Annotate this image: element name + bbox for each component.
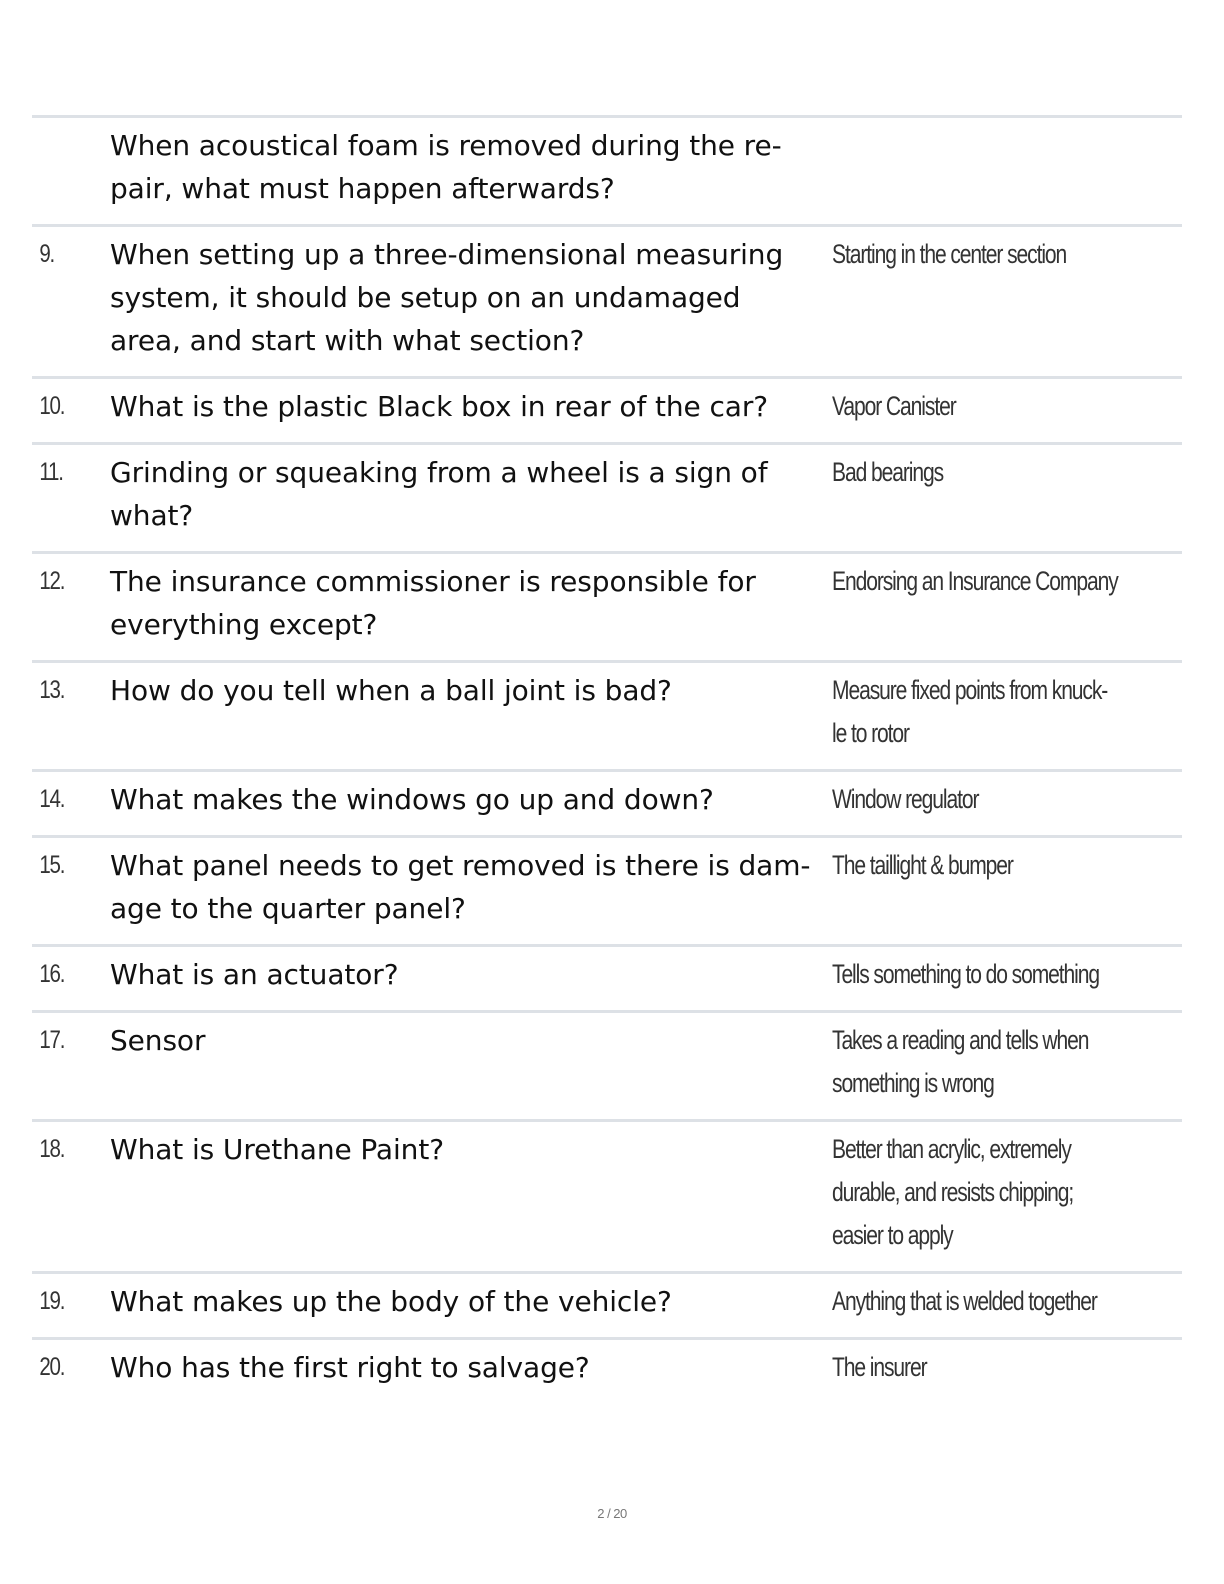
answer-text xyxy=(830,1128,1224,1257)
answer-line: Measure fixed points from knuck- xyxy=(832,675,1108,705)
question-line: What is Urethane Paint? xyxy=(110,1133,444,1166)
table-row xyxy=(32,115,1182,224)
table-row xyxy=(32,376,1182,442)
answer-line: The taillight & bumper xyxy=(832,850,1013,880)
question-line: what? xyxy=(110,499,194,532)
question-text xyxy=(110,844,830,930)
table-row xyxy=(32,660,1182,769)
question-line: What is an actuator? xyxy=(110,958,399,991)
question-number: 17. xyxy=(39,1026,65,1054)
question-number: 11. xyxy=(39,458,63,486)
question-line: How do you tell when a ball joint is bad? xyxy=(110,674,672,707)
table-row xyxy=(32,224,1182,376)
table-row xyxy=(32,835,1182,944)
question-line: What makes up the body of the vehicle? xyxy=(110,1285,672,1318)
question-text xyxy=(110,560,830,646)
question-line: The insurance commissioner is responsible for xyxy=(110,565,756,598)
table-row xyxy=(32,442,1182,551)
answer-text xyxy=(830,1346,1224,1389)
answer-line: Anything that is welded together xyxy=(832,1286,1097,1316)
answer-text xyxy=(830,1280,1224,1323)
answer-text xyxy=(830,385,1224,428)
answer-line: Takes a reading and tells when xyxy=(832,1025,1089,1055)
page-number: 2 / 20 xyxy=(597,1506,627,1521)
question-line: When setting up a three-dimensional measuring xyxy=(110,238,784,271)
answer-line: Vapor Canister xyxy=(832,391,956,421)
question-text xyxy=(110,1346,830,1389)
question-text xyxy=(110,1128,830,1171)
table-row xyxy=(32,1119,1182,1271)
question-number: 12. xyxy=(39,567,65,595)
question-line: area, and start with what section? xyxy=(110,324,585,357)
answer-line: durable, and resists chipping; xyxy=(832,1177,1074,1207)
table-row xyxy=(32,944,1182,1010)
question-text xyxy=(110,124,830,210)
question-text xyxy=(110,669,830,712)
question-number: 13. xyxy=(39,676,65,704)
answer-line: easier to apply xyxy=(832,1220,953,1250)
answer-line: something is wrong xyxy=(832,1068,994,1098)
answer-text xyxy=(830,560,1224,603)
table-row xyxy=(32,1337,1182,1403)
question-number: 19. xyxy=(39,1287,65,1315)
question-text xyxy=(110,953,830,996)
question-line: What makes the windows go up and down? xyxy=(110,783,714,816)
table-row xyxy=(32,551,1182,660)
question-line: Grinding or squeaking from a wheel is a sign of xyxy=(110,456,768,489)
question-number: 9. xyxy=(39,240,55,268)
answer-text xyxy=(830,953,1224,996)
question-line: pair, what must happen afterwards? xyxy=(110,172,615,205)
answer-text xyxy=(830,778,1224,821)
question-text xyxy=(110,233,830,362)
qa-table xyxy=(32,115,1182,1403)
question-text xyxy=(110,385,830,428)
answer-line: le to rotor xyxy=(832,718,909,748)
table-row xyxy=(32,1010,1182,1119)
table-row xyxy=(32,769,1182,835)
answer-line: Endorsing an Insurance Company xyxy=(832,566,1118,596)
answer-line: Better than acrylic, extremely xyxy=(832,1134,1071,1164)
question-number: 16. xyxy=(39,960,65,988)
question-line: system, it should be setup on an undamaged xyxy=(110,281,741,314)
question-line: What panel needs to get removed is there is dam- xyxy=(110,849,811,882)
answer-text xyxy=(830,669,1224,755)
answer-text xyxy=(830,451,1224,494)
question-line: age to the quarter panel? xyxy=(110,892,466,925)
question-line: What is the plastic Black box in rear of the car? xyxy=(110,390,768,423)
answer-line: Bad bearings xyxy=(832,457,944,487)
answer-line: Tells something to do something xyxy=(832,959,1100,989)
question-text xyxy=(110,1019,830,1062)
question-line: everything except? xyxy=(110,608,378,641)
question-line: Who has the first right to salvage? xyxy=(110,1351,590,1384)
answer-line: Starting in the center section xyxy=(832,239,1067,269)
answer-text xyxy=(830,1019,1224,1105)
question-line: Sensor xyxy=(110,1024,206,1057)
question-number: 14. xyxy=(39,785,65,813)
question-number: 15. xyxy=(39,851,65,879)
question-text xyxy=(110,451,830,537)
answer-text xyxy=(830,844,1224,887)
answer-line: Window regulator xyxy=(832,784,979,814)
question-text xyxy=(110,1280,830,1323)
question-text xyxy=(110,778,830,821)
question-line: When acoustical foam is removed during the re- xyxy=(110,129,782,162)
question-number: 20. xyxy=(39,1353,65,1381)
question-number: 18. xyxy=(39,1135,65,1163)
question-number: 10. xyxy=(39,392,65,420)
answer-text xyxy=(830,233,1224,276)
answer-line: The insurer xyxy=(832,1352,927,1382)
table-row xyxy=(32,1271,1182,1337)
